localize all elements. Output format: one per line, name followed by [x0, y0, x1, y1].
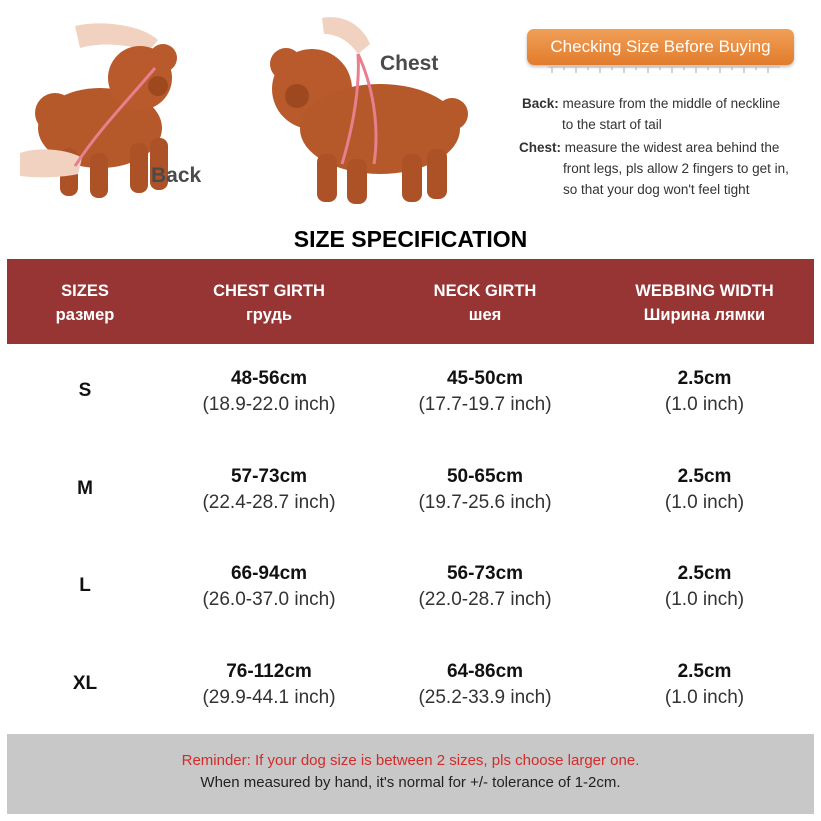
web-cm: 2.5cm	[677, 466, 732, 487]
table-row-m	[7, 442, 814, 540]
neck-cm: 56-73cm	[446, 563, 524, 584]
reminder-footer	[7, 734, 814, 814]
header-neck-ru: шея	[468, 306, 502, 324]
neck-girth-cell	[375, 659, 595, 711]
back-measure-note	[522, 93, 817, 135]
neck-cm: 45-50cm	[446, 368, 524, 389]
web-inch: (1.0 inch)	[664, 394, 745, 415]
webbing-width-cell	[595, 366, 814, 418]
header-webbing-en: WEBBING WIDTH	[635, 282, 774, 300]
header-neck-en: NECK GIRTH	[433, 282, 537, 300]
back-note-line1: measure from the middle of neckline	[562, 96, 781, 111]
header-chest-girth	[163, 279, 375, 327]
chest-label: Chest	[380, 52, 439, 75]
chest-cm: 57-73cm	[230, 466, 308, 487]
size-label: L	[79, 575, 91, 596]
checking-size-banner: Checking Size Before Buying	[527, 29, 794, 65]
header-sizes	[7, 279, 163, 327]
header-chest-en: CHEST GIRTH	[213, 282, 325, 300]
web-inch: (1.0 inch)	[664, 589, 745, 610]
header-neck-girth	[375, 279, 595, 327]
back-note-key: Back:	[522, 96, 559, 111]
neck-girth-cell	[375, 464, 595, 516]
web-cm: 2.5cm	[677, 563, 732, 584]
chest-cm: 66-94cm	[230, 563, 308, 584]
tolerance-text: When measured by hand, it's normal for +/- tolerance of 1-2cm.	[200, 774, 621, 791]
header-sizes-en: SIZES	[61, 282, 109, 300]
chest-note-line1: measure the widest area behind the	[564, 140, 780, 155]
web-cm: 2.5cm	[677, 368, 732, 389]
table-row-xl	[7, 637, 814, 735]
reminder-text: Reminder: If your dog size is between 2 sizes, pls choose larger one.	[181, 752, 640, 769]
webbing-width-cell	[595, 561, 814, 613]
neck-cm: 50-65cm	[446, 466, 524, 487]
chest-girth-cell	[163, 659, 375, 711]
chest-inch: (22.4-28.7 inch)	[202, 492, 336, 513]
chest-note-line3: so that your dog won't feel tight	[563, 182, 750, 197]
web-inch: (1.0 inch)	[664, 492, 745, 513]
size-label: M	[77, 478, 93, 499]
back-note-line2: to the start of tail	[562, 117, 662, 132]
web-inch: (1.0 inch)	[664, 687, 745, 708]
neck-girth-cell	[375, 366, 595, 418]
header-webbing-ru: Ширина лямки	[643, 306, 766, 324]
size-label: XL	[72, 673, 98, 694]
neck-girth-cell	[375, 561, 595, 613]
chest-inch: (18.9-22.0 inch)	[202, 394, 336, 415]
chest-inch: (29.9-44.1 inch)	[202, 687, 336, 708]
ruler-icon	[548, 66, 780, 76]
chest-measure-note	[519, 137, 817, 200]
neck-inch: (22.0-28.7 inch)	[418, 589, 552, 610]
web-cm: 2.5cm	[677, 661, 732, 682]
back-label: Back	[151, 164, 202, 187]
chest-note-key: Chest:	[519, 140, 562, 155]
chest-cm: 76-112cm	[226, 661, 312, 682]
neck-cm: 64-86cm	[446, 661, 524, 682]
chest-girth-cell	[163, 464, 375, 516]
neck-inch: (19.7-25.6 inch)	[418, 492, 552, 513]
size-table-header	[7, 259, 814, 344]
size-label: S	[78, 380, 92, 401]
dog-chest-measurement-photo	[262, 14, 472, 208]
chest-girth-cell	[163, 366, 375, 418]
chest-inch: (26.0-37.0 inch)	[202, 589, 336, 610]
chest-cm: 48-56cm	[230, 368, 308, 389]
header-webbing-width	[595, 279, 814, 327]
chest-girth-cell	[163, 561, 375, 613]
chest-note-line2: front legs, pls allow 2 fingers to get in,	[563, 161, 789, 176]
header-chest-ru: грудь	[245, 306, 293, 324]
table-row-s	[7, 344, 814, 442]
table-row-l	[7, 539, 814, 637]
size-specification-title: SIZE SPECIFICATION	[293, 226, 528, 252]
webbing-width-cell	[595, 659, 814, 711]
webbing-width-cell	[595, 464, 814, 516]
neck-inch: (17.7-19.7 inch)	[418, 394, 552, 415]
neck-inch: (25.2-33.9 inch)	[418, 687, 552, 708]
header-sizes-ru: размер	[55, 306, 115, 324]
